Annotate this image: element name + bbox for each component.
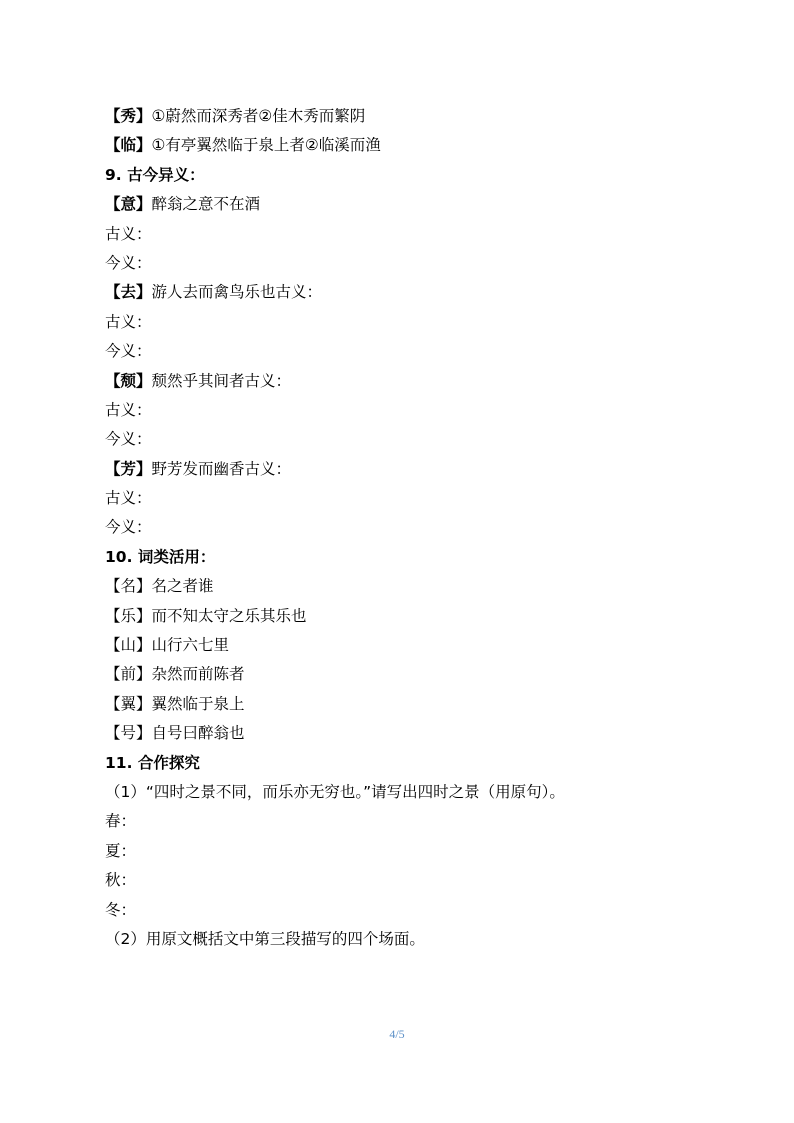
text-line bbox=[105, 455, 705, 484]
text-line bbox=[105, 572, 705, 601]
line-head: 【山】 bbox=[105, 636, 152, 655]
text-line bbox=[105, 837, 705, 866]
text-line bbox=[105, 220, 705, 249]
line-text: 古义： bbox=[105, 312, 152, 331]
line-head: 【秀】 bbox=[105, 107, 152, 125]
line-text: ①蔚然而深秀者②佳木秀而繁阴 bbox=[151, 107, 366, 125]
line-text: 古义： bbox=[105, 400, 152, 419]
text-line bbox=[105, 513, 705, 542]
line-head: 【颓】 bbox=[105, 371, 152, 390]
line-text: 醉翁之意不在酒 bbox=[151, 195, 261, 214]
section-heading bbox=[105, 749, 705, 778]
line-head: 9. 古今异义： bbox=[105, 165, 205, 184]
section-heading bbox=[105, 543, 705, 572]
line-head: 【乐】 bbox=[105, 606, 152, 625]
line-head: 【名】 bbox=[105, 577, 152, 596]
line-text: 山行六七里 bbox=[151, 636, 230, 655]
line-text: 而不知太守之乐其乐也 bbox=[151, 606, 307, 625]
line-head: 【翼】 bbox=[105, 694, 152, 713]
line-text: 古义： bbox=[105, 489, 152, 508]
line-text: 今义： bbox=[105, 342, 152, 361]
line-text: 冬： bbox=[105, 900, 137, 919]
text-line bbox=[105, 807, 705, 836]
text-line bbox=[105, 131, 705, 160]
document-body bbox=[105, 102, 705, 954]
line-text: 春： bbox=[105, 812, 137, 831]
text-line bbox=[105, 778, 705, 807]
line-head: 11. 合作探究 bbox=[105, 753, 200, 772]
text-line bbox=[105, 308, 705, 337]
text-line bbox=[105, 190, 705, 219]
section-heading bbox=[105, 161, 705, 190]
line-text: 秋： bbox=[105, 871, 137, 890]
text-line bbox=[105, 396, 705, 425]
line-text: 今义： bbox=[105, 253, 152, 272]
line-head: 【意】 bbox=[105, 195, 152, 214]
line-text: ①有亭翼然临于泉上者②临溪而渔 bbox=[151, 136, 381, 155]
line-text: 游人去而禽鸟乐也古义： bbox=[151, 283, 323, 302]
line-head: 10. 词类活用： bbox=[105, 547, 216, 566]
line-head: 【芳】 bbox=[105, 459, 152, 478]
line-text: （1）“四时之景不同，而乐亦无穷也。”请写出四时之景（用原句）。 bbox=[105, 782, 565, 801]
text-line bbox=[105, 896, 705, 925]
text-line bbox=[105, 660, 705, 689]
line-text: 今义： bbox=[105, 518, 152, 537]
text-line bbox=[105, 102, 705, 131]
text-line bbox=[105, 719, 705, 748]
line-text: 翼然临于泉上 bbox=[151, 694, 245, 713]
text-line bbox=[105, 249, 705, 278]
line-head: 【临】 bbox=[105, 136, 152, 155]
line-head: 【号】 bbox=[105, 724, 152, 743]
line-head: 【前】 bbox=[105, 665, 152, 684]
line-text: 名之者谁 bbox=[151, 577, 214, 596]
text-line bbox=[105, 367, 705, 396]
text-line bbox=[105, 690, 705, 719]
line-text: （2）用原文概括文中第三段描写的四个场面。 bbox=[105, 929, 425, 948]
text-line bbox=[105, 925, 705, 954]
line-text: 今义： bbox=[105, 430, 152, 449]
line-text: 颓然乎其间者古义： bbox=[151, 371, 292, 390]
line-head: 【去】 bbox=[105, 283, 152, 302]
text-line bbox=[105, 278, 705, 307]
text-line bbox=[105, 631, 705, 660]
text-line bbox=[105, 425, 705, 454]
line-text: 古义： bbox=[105, 224, 152, 243]
text-line bbox=[105, 602, 705, 631]
text-line bbox=[105, 337, 705, 366]
page-number: 4/5 bbox=[389, 1027, 405, 1041]
line-text: 夏： bbox=[105, 841, 137, 860]
line-text: 自号曰醉翁也 bbox=[151, 724, 245, 743]
line-text: 杂然而前陈者 bbox=[151, 665, 245, 684]
line-text: 野芳发而幽香古义： bbox=[151, 459, 292, 478]
text-line bbox=[105, 866, 705, 895]
text-line bbox=[105, 484, 705, 513]
